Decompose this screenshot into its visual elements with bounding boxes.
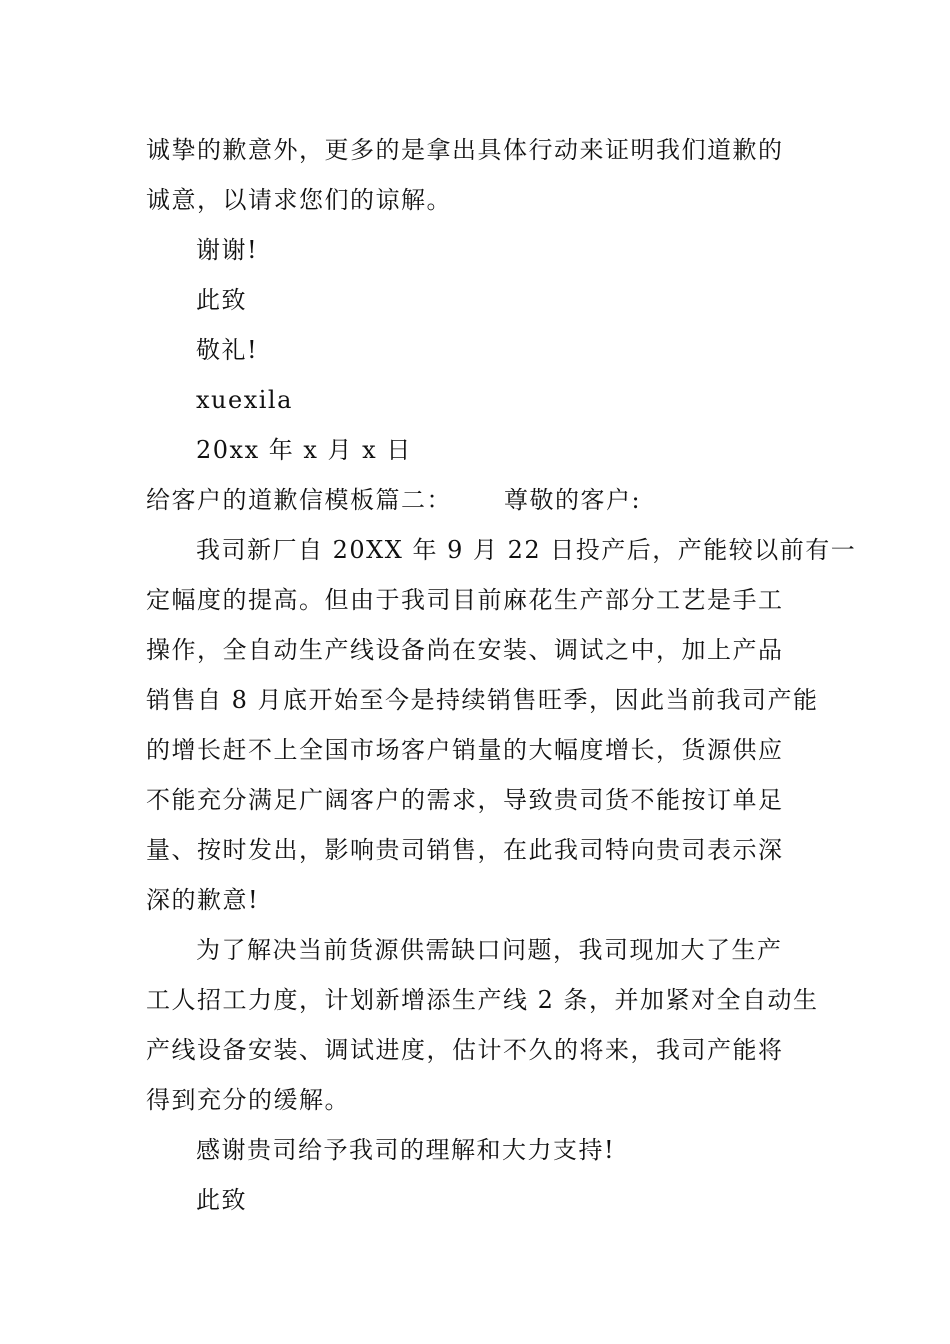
letter1-thanks: 谢谢! [196,236,259,264]
letter2-p2-line-1: 为了解决当前货源供需缺口问题，我司现加大了生产 [196,936,783,964]
letter2-p1-line-3: 操作，全自动生产线设备尚在安装、调试之中，加上产品 [146,636,784,664]
letter2-p1-line-6: 不能充分满足广阔客户的需求，导致贵司货不能按订单足 [146,786,784,814]
letter2-heading [146,485,806,515]
letter1-body-line-1: 诚挚的歉意外，更多的是拿出具体行动来证明我们道歉的 [146,136,784,164]
letter2-salutation: 尊敬的客户: [504,486,642,514]
letter2-p1-line-2: 定幅度的提高。但由于我司目前麻花生产部分工艺是手工 [146,586,784,614]
letter2-thanks: 感谢贵司给予我司的理解和大力支持! [196,1136,616,1164]
letter2-p2-line-2: 工人招工力度，计划新增添生产线 2 条，并加紧对全自动生 [146,986,819,1014]
letter2-p1-line-4: 销售自 8 月底开始至今是持续销售旺季，因此当前我司产能 [146,686,819,714]
letter1-closing-1: 此致 [196,286,247,314]
letter2-p1-line-8: 深的歉意! [146,886,260,914]
letter2-p2-line-4: 得到充分的缓解。 [146,1086,350,1114]
letter1-body-line-2: 诚意，以请求您们的谅解。 [146,186,452,214]
letter1-signature: xuexila [196,386,293,414]
letter2-p1-line-5: 的增长赶不上全国市场客户销量的大幅度增长，货源供应 [146,736,784,764]
letter1-date: 20xx 年 x 月 x 日 [196,436,412,464]
letter2-p1-line-1: 我司新厂自 20XX 年 9 月 22 日投产后，产能较以前有一 [196,536,857,564]
letter1-closing-2: 敬礼! [196,336,259,364]
letter2-p2-line-3: 产线设备安装、调试进度，估计不久的将来，我司产能将 [146,1036,784,1064]
letter2-p1-line-7: 量、按时发出，影响贵司销售，在此我司特向贵司表示深 [146,836,784,864]
letter2-title: 给客户的道歉信模板篇二： [146,486,452,514]
letter2-closing-1: 此致 [196,1186,247,1214]
